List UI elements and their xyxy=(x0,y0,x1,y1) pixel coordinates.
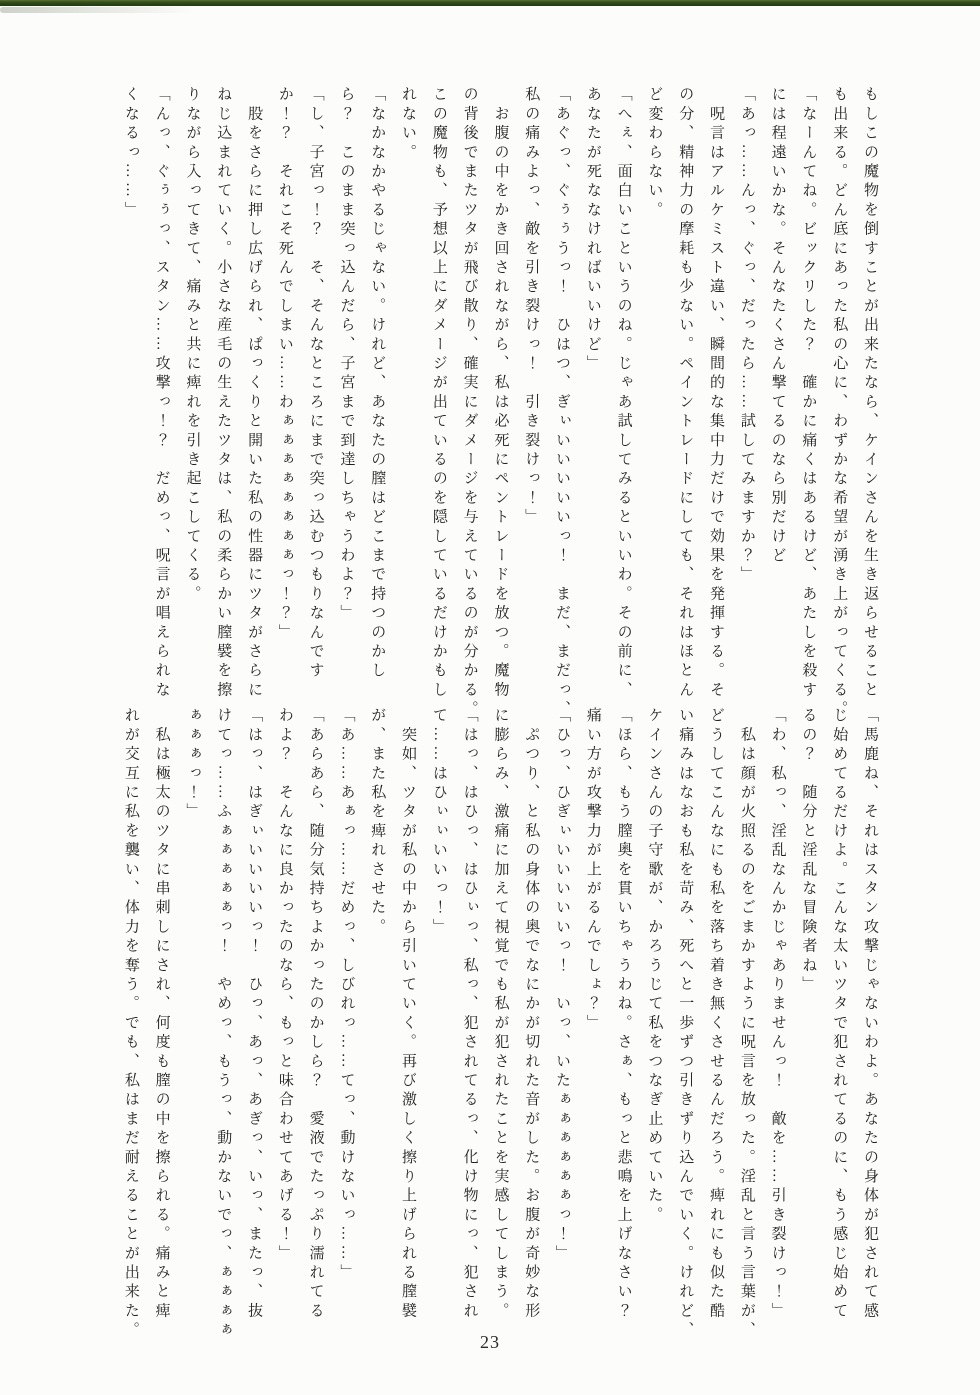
text-column: には程遠いかな。そんなたくさん撃てるのなら別だけど xyxy=(769,86,786,566)
text-column: れが交互に私を襲い、体力を奪う。でも、私はまだ耐えることが出来た。 xyxy=(122,707,139,1341)
text-column: 「わ、私っ、淫乱なんかじゃありませんっ！ 敵を……引き裂けっ！」 xyxy=(769,707,786,1322)
text-column: ぷつり、と私の身体の奥でなにかが切れた音がした。お腹が奇妙な形 xyxy=(523,707,540,1322)
text-column: か！？ それこそ死んでしまい……わぁぁぁぁぁぁぁぁっ！？」 xyxy=(276,86,293,643)
text-column: 股をさらに押し広げられ、ぱっくりと開いた私の性器にツタがさらに xyxy=(246,86,263,701)
text-column: れない。 xyxy=(400,86,417,163)
text-column: 「し、子宮っ！？ そ、そんなところにまで突っ込むつもりなんです xyxy=(307,86,324,682)
text-column: ねじ込まれていく。小さな産毛の生えたツタは、私の柔らかい膣襞を擦 xyxy=(215,86,232,701)
text-column: 「あぐっ、ぐぅぅうっ！ ひはつ、ぎぃいいいいいっ！ まだ、まだっ、 xyxy=(554,86,571,720)
text-column: の分、精神力の摩耗も少ない。ペイントレードにしても、それはほとん xyxy=(677,86,694,701)
text-column: あなたが死ななければいいけど」 xyxy=(584,86,601,374)
text-column: ぁぁぁっ！」 xyxy=(184,707,201,823)
text-column: 「なかなかやるじゃない。けれど、あなたの膣はどこまで持つのかし xyxy=(369,86,386,682)
text-column: 「へぇ、面白いこというのね。じゃあ試してみるといいわ。その前に、 xyxy=(615,86,632,701)
text-column: 突如、ツタが私の中から引いていく。再び激しく擦り上げられる膣襞 xyxy=(400,707,417,1322)
text-column: 痛い方が攻撃力が上がるんでしょ？」 xyxy=(584,707,601,1034)
text-column: くなるっ……」 xyxy=(122,86,139,221)
text-column: 「あっ……んっ、ぐっ、だったら……試してみますか？」 xyxy=(738,86,755,586)
text-column: この魔物も、予想以上にダメージが出ているのを隠しているだけかもし xyxy=(430,86,447,701)
text-column: 「なーんてね。ビックリした？ 確かに痛くはあるけど、あたしを殺す xyxy=(800,86,817,701)
text-column: 「ほら、もう膣奥を貫いちゃうわね。さぁ、もっと悲鳴を上げなさい？ xyxy=(615,707,632,1322)
text-column: お腹の中をかき回されながら、私は必死にペントレードを放つ。魔物 xyxy=(492,86,509,701)
text-column: わよ？ そんなに良かったのなら、もっと味合わせてあげる！」 xyxy=(276,707,293,1264)
text-column: 「ひっ、ひぎぃいいいいいっ！ いっ、いたぁぁぁぁぁぁっ！」 xyxy=(554,707,571,1264)
text-block-bottom xyxy=(115,707,885,1341)
text-column: りながら入ってきて、痛みと共に痺れを引き起こしてくる。 xyxy=(184,86,201,605)
text-column: に膨らみ、激痛に加えて視覚でも私が犯されたことを実感してしまう。 xyxy=(492,707,509,1322)
text-column: い痛みはなおも私を苛み、死へと一歩ずつ引きずり込んでいく。けれど、 xyxy=(677,707,694,1341)
text-column: ら？ このまま突っ込んだら、子宮まで到達しちゃうわよ？」 xyxy=(338,86,355,624)
text-column: どうしてこんなにも私を落ち着き無くさせるんだろう。痺れにも似た酷 xyxy=(708,707,725,1322)
page-top-border xyxy=(0,0,980,6)
text-column: 「はっ、はぎぃいいいいっ！ ひっ、あっ、あぎっ、いっ、またっ、抜 xyxy=(246,707,263,1322)
text-column: 「馬鹿ね、それはスタン攻撃じゃないわよ。あなたの身体が犯されて感 xyxy=(862,707,878,1322)
text-column: の背後でまたツタが飛び散り、確実にダメージを与えているのが分かる。 xyxy=(461,86,478,720)
text-column: 「んっ、ぐぅぅっ、スタン……攻撃っ！？ だめっ、呪言が唱えられな xyxy=(153,86,170,701)
text-column: も出来る。どん底にあった私の心に、わずかな希望が湧き上がってくる。 xyxy=(831,86,848,720)
text-column: もしこの魔物を倒すことが出来たなら、ケインさんを生き返らせること xyxy=(862,86,878,701)
scan-artifact xyxy=(0,7,195,13)
text-column: て……はひぃぃいいっ！」 xyxy=(430,707,447,938)
text-column: ど変わらない。 xyxy=(646,86,663,221)
text-column: 呪言はアルケミスト違い、瞬間的な集中力だけで効果を発揮する。そ xyxy=(708,86,725,701)
text-column: 「はっ、はひっ、はひぃっ、私っ、犯されてるっ、化け物にっ、犯され xyxy=(461,707,478,1322)
text-column: じ始めてるだけよ。こんな太いツタで犯されてるのに、もう感じ始めて xyxy=(831,707,848,1322)
text-column: けてっ……ふぁぁぁぁぁっ！ やめっ、もうっ、動かないでっ、ぁぁぁぁ xyxy=(215,707,232,1341)
text-block-top xyxy=(115,86,885,720)
text-column: 私は顔が火照るのをごまかすように呪言を放った。淫乱と言う言葉が、 xyxy=(738,707,755,1341)
text-column: 「あ……あぁっ……だめっ、しびれっ……てっ、動けないっ……」 xyxy=(338,707,355,1283)
text-column: 「あらあら、随分気持ちよかったのかしら？ 愛液でたっぷり濡れてる xyxy=(307,707,324,1322)
text-column: が、また私を痺れさせた。 xyxy=(369,707,386,938)
text-column: 私の痛みよっ、敵を引き裂けっ！ 引き裂けっ！」 xyxy=(523,86,540,528)
page-number: 23 xyxy=(480,1332,500,1352)
text-column: るの？ 随分と淫乱な冒険者ね」 xyxy=(800,707,817,995)
text-column: ケインさんの子守歌が、かろうじて私をつなぎ止めていた。 xyxy=(646,707,663,1226)
text-column: 私は極太のツタに串刺しにされ、何度も膣の中を擦られる。痛みと痺 xyxy=(153,707,170,1322)
